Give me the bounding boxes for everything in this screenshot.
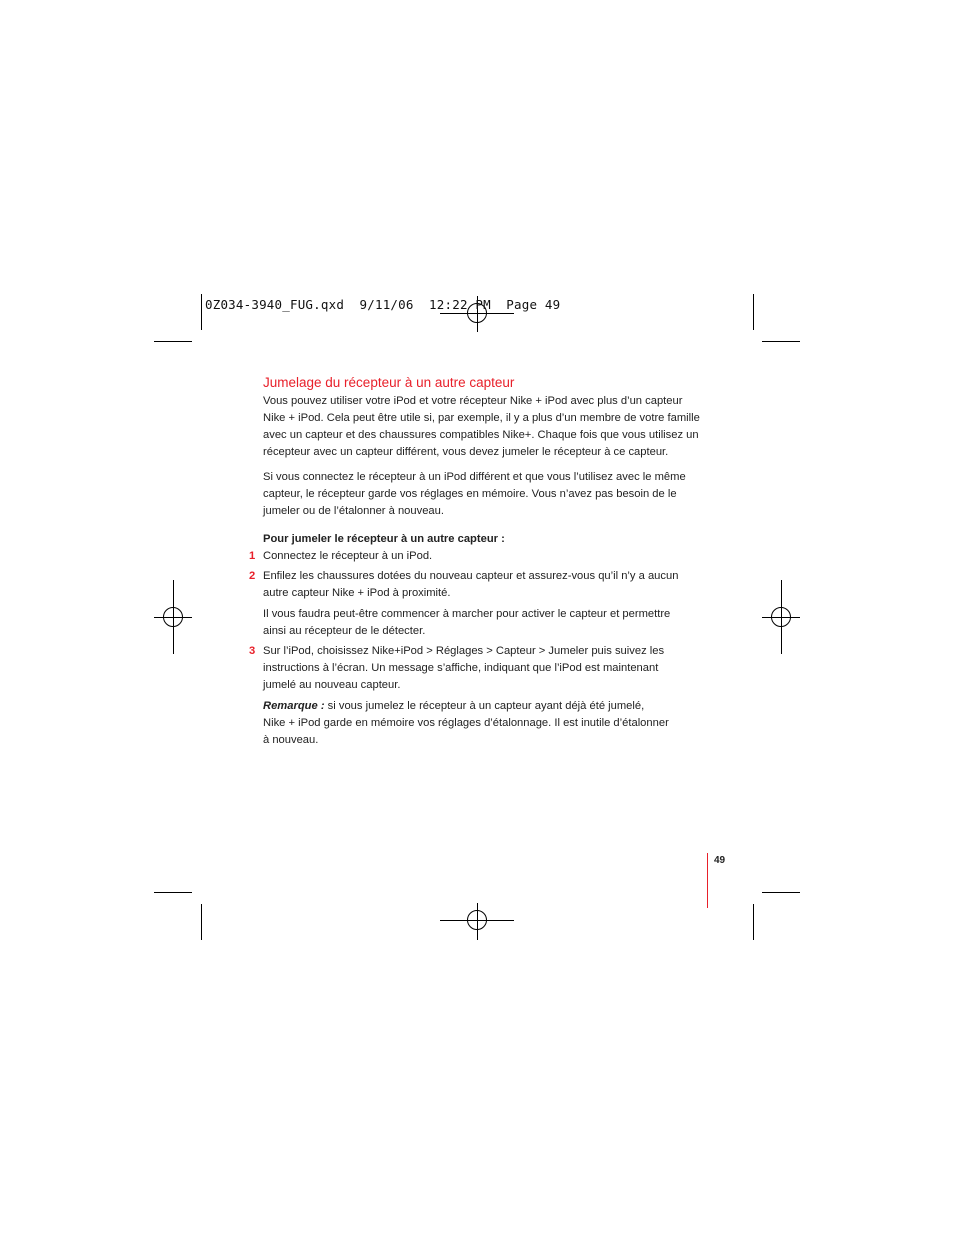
text-line: avec un capteur et des chaussures compatibles Nike+. Chaque fois que vous utilisez un [263, 429, 699, 442]
crop-mark-top-right-v [753, 294, 754, 330]
crop-mark-top-left-h [154, 341, 192, 342]
section-title: Jumelage du récepteur à un autre capteur [263, 375, 515, 390]
text-line: ainsi au récepteur de le détecter. [263, 625, 426, 638]
text-line: Sur l’iPod, choisissez Nike+iPod > Réglages > Capteur > Jumeler puis suivez les [263, 645, 665, 657]
crop-mark-bottom-right-h [762, 892, 800, 893]
text-line: Si vous connectez le récepteur à un iPod différent et que vous l’utilisez avec le même [263, 471, 686, 483]
text-line: Nike + iPod garde en mémoire vos réglages d’étalonnage. Il est inutile d’étalonner [263, 717, 669, 730]
text-line: Connectez le récepteur à un iPod. [263, 550, 433, 562]
step-text [263, 548, 733, 565]
step-text [263, 568, 733, 602]
crop-mark-bottom-left-h [154, 892, 192, 893]
steps-heading: Pour jumeler le récepteur à un autre capteur : [263, 533, 505, 545]
text-line [263, 698, 733, 715]
registration-circle-right-icon [771, 607, 791, 627]
text-line: instructions à l’écran. Un message s’affiche, indiquant que l’iPod est maintenant [263, 662, 659, 675]
text-line: jumelé au nouveau capteur. [263, 679, 401, 692]
page-number-rule [707, 853, 708, 908]
text-line: Vous pouvez utiliser votre iPod et votre récepteur Nike + iPod avec plus d’un capteur [263, 395, 683, 407]
text-line: à nouveau. [263, 734, 319, 747]
text-line: Nike + iPod. Cela peut être utile si, par exemple, il y a plus d’un membre de votre famille [263, 412, 700, 425]
step-2-note [263, 606, 733, 640]
registration-circle-left-icon [163, 607, 183, 627]
crop-mark-top-left-v [201, 294, 202, 330]
text-line: autre capteur Nike + iPod à proximité. [263, 587, 451, 600]
print-slug-line: 0Z034-3940_FUG.qxd 9/11/06 12:22 PM Page 49 [205, 297, 561, 312]
step-text [263, 643, 733, 694]
text-line: jumeler ou de l’étalonner à nouveau. [263, 505, 444, 518]
page-number: 49 [714, 855, 726, 866]
remark-note [263, 698, 733, 749]
crop-mark-bottom-right-v [753, 904, 754, 940]
step-number: 1 [249, 550, 256, 562]
text-line: capteur, le récepteur garde vos réglages en mémoire. Vous n’avez pas besoin de le [263, 488, 677, 501]
text-line: Enfilez les chaussures dotées du nouveau capteur et assurez-vous qu’il n’y a aucun [263, 570, 679, 582]
remark-label: Remarque : [263, 700, 325, 712]
crop-mark-top-right-h [762, 341, 800, 342]
text-line: Il vous faudra peut-être commencer à marcher pour activer le capteur et permettre [263, 608, 671, 620]
text-line: récepteur avec un capteur différent, vous devez jumeler le récepteur à ce capteur. [263, 446, 669, 459]
crop-mark-bottom-left-v [201, 904, 202, 940]
remark-text: si vous jumelez le récepteur à un capteur ayant déjà été jumelé, [324, 700, 645, 712]
step-number: 2 [249, 570, 256, 582]
intro-paragraph-2 [263, 469, 733, 520]
intro-paragraph-1 [263, 393, 733, 461]
step-number: 3 [249, 645, 256, 657]
registration-circle-bottom-icon [467, 910, 487, 930]
